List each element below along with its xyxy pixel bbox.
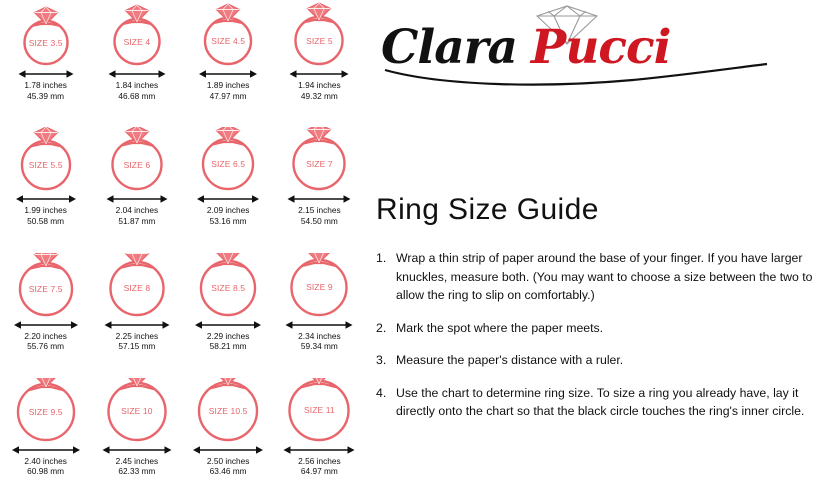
measurement-inches: 2.25 inches: [115, 330, 159, 341]
ring-size-label: SIZE 5.5: [28, 160, 63, 171]
ring-illustration: [282, 253, 356, 317]
ring-size-cell[interactable]: [0, 0, 91, 125]
ring-measurement: [207, 331, 249, 352]
brand-name-second: Pucci: [530, 20, 671, 75]
measurement-mm: 55.76 mm: [27, 341, 65, 351]
step-number: 4.: [376, 385, 387, 400]
measure-arrow-icon: [101, 443, 173, 455]
ring-size-label: SIZE 6.5: [211, 159, 246, 170]
logo-underline: [383, 62, 769, 93]
ring-illustration: [9, 127, 83, 191]
ring-illustration: [9, 378, 83, 442]
ring-illustration: [191, 127, 265, 191]
measure-arrow-icon: [10, 318, 82, 330]
measurement-inches: 1.78 inches: [24, 80, 67, 90]
step-text: Use the chart to determine ring size. To size a ring you already have, lay it directly onto the chart so that the black circle touches the ring's inner circle.: [396, 385, 805, 418]
ring-size-label: SIZE 9: [306, 282, 333, 292]
measurement-mm: 47.97 mm: [209, 90, 247, 101]
step-text: Measure the paper's distance with a ruler.: [396, 353, 624, 367]
measure-arrow-icon: [101, 67, 173, 79]
ring-measurement: [207, 80, 249, 101]
measurement-mm: 45.39 mm: [27, 90, 65, 101]
ring-size-cell[interactable]: [0, 376, 91, 501]
measurement-inches: 2.29 inches: [206, 330, 250, 341]
ring-size-label: SIZE 5: [306, 35, 333, 46]
step-text: Wrap a thin strip of paper around the base of your finger. If you have larger knuckles, measure both. (You may want to choose a size between the two to allow the ring to slip on comfortably.): [396, 251, 813, 302]
ring-measurement: [207, 456, 249, 477]
ring-size-cell[interactable]: [91, 0, 182, 125]
measurement-inches: 1.89 inches: [206, 80, 250, 90]
ring-illustration: [100, 378, 174, 442]
measurement-inches: 2.15 inches: [298, 205, 341, 216]
measure-arrow-icon: [283, 318, 355, 330]
ring-measurement: [24, 205, 66, 226]
measurement-mm: 58.21 mm: [209, 341, 247, 351]
ring-measurement: [24, 80, 66, 101]
ring-size-cell[interactable]: [91, 125, 182, 250]
ring-size-label: SIZE 8.5: [211, 282, 246, 293]
ring-size-cell[interactable]: [183, 376, 274, 501]
ring-size-cell[interactable]: [274, 125, 365, 250]
measurement-mm: 60.98 mm: [27, 466, 65, 477]
ring-measurement: [24, 331, 66, 352]
ring-measurement: [24, 456, 66, 477]
ring-size-label: SIZE 7: [306, 158, 333, 169]
ring-illustration: [191, 378, 265, 442]
measurement-mm: 46.68 mm: [118, 90, 156, 101]
measure-arrow-icon: [10, 67, 82, 79]
measurement-inches: 2.09 inches: [206, 205, 250, 216]
measure-arrow-icon: [283, 67, 355, 79]
ring-measurement: [298, 205, 340, 226]
measurement-inches: 1.84 inches: [115, 80, 159, 90]
measurement-inches: 2.40 inches: [24, 455, 67, 466]
ring-size-label: SIZE 7.5: [28, 283, 63, 294]
ring-size-cell[interactable]: [274, 251, 365, 376]
measure-arrow-icon: [283, 192, 355, 204]
measure-arrow-icon: [192, 318, 264, 330]
instruction-step: [376, 384, 822, 421]
measurement-mm: 64.97 mm: [300, 466, 338, 477]
ring-illustration: [9, 2, 83, 66]
ring-size-label: SIZE 8: [123, 283, 151, 293]
ring-size-cell[interactable]: [0, 251, 91, 376]
step-text: Mark the spot where the paper meets.: [396, 320, 604, 335]
ring-measurement: [116, 331, 158, 352]
measurement-mm: 59.34 mm: [300, 341, 338, 351]
ring-measurement: [116, 456, 158, 477]
ring-illustration: [282, 378, 356, 442]
ring-measurement: [116, 80, 158, 101]
measure-arrow-icon: [10, 443, 82, 455]
measurement-mm: 57.15 mm: [118, 341, 156, 351]
page-title: Ring Size Guide: [376, 193, 599, 226]
instruction-step: [376, 249, 822, 305]
step-number: 2.: [376, 320, 387, 335]
measurement-mm: 62.33 mm: [118, 466, 156, 477]
instruction-step: [376, 319, 822, 338]
measure-arrow-icon: [283, 443, 355, 455]
ring-size-cell[interactable]: [91, 251, 182, 376]
ring-size-label: SIZE 10: [121, 406, 153, 417]
ring-size-label: SIZE 10.5: [208, 405, 248, 416]
ring-illustration: [100, 253, 174, 317]
brand-name-first: Clara: [381, 20, 517, 75]
ring-measurement: [207, 205, 249, 226]
ring-size-label: SIZE 6: [123, 159, 151, 170]
step-number: 3.: [376, 353, 387, 367]
measurement-inches: 2.56 inches: [298, 455, 341, 466]
ring-illustration: [100, 2, 174, 66]
ring-size-cell[interactable]: [183, 0, 274, 125]
ring-size-chart: [0, 0, 365, 501]
ring-illustration: [9, 253, 83, 317]
measurement-mm: 50.58 mm: [27, 215, 65, 226]
measurement-mm: 53.16 mm: [209, 215, 247, 226]
ring-size-cell[interactable]: [0, 125, 91, 250]
ring-illustration: [100, 127, 174, 191]
measurement-inches: 2.04 inches: [115, 205, 159, 216]
measurement-inches: 2.50 inches: [206, 455, 250, 466]
ring-size-cell[interactable]: [274, 0, 365, 125]
measurement-inches: 2.45 inches: [115, 455, 159, 466]
ring-size-label: SIZE 4: [123, 36, 151, 47]
instruction-list: [376, 249, 822, 435]
ring-size-cell[interactable]: [274, 376, 365, 501]
measure-arrow-icon: [192, 192, 264, 204]
measurement-mm: 54.50 mm: [300, 215, 338, 226]
brand-logo: [375, 2, 775, 94]
ring-size-label: SIZE 9.5: [28, 406, 63, 417]
ring-measurement: [298, 80, 340, 101]
ring-measurement: [298, 331, 340, 352]
ring-measurement: [116, 205, 158, 226]
ring-illustration: [191, 253, 265, 317]
measurement-inches: 2.20 inches: [24, 330, 67, 341]
ring-size-cell[interactable]: [183, 125, 274, 250]
measurement-inches: 2.34 inches: [298, 330, 341, 341]
measurement-inches: 1.99 inches: [24, 205, 67, 216]
ring-size-label: SIZE 4.5: [211, 36, 246, 46]
guide-panel: [365, 0, 839, 501]
ring-size-label: SIZE 11: [303, 405, 335, 416]
ring-measurement: [298, 456, 340, 477]
ring-size-label: SIZE 3.5: [28, 37, 63, 48]
measurement-mm: 63.46 mm: [209, 466, 247, 477]
measure-arrow-icon: [101, 318, 173, 330]
ring-illustration: [191, 2, 265, 66]
instruction-step: [376, 351, 822, 370]
measure-arrow-icon: [101, 192, 173, 204]
measure-arrow-icon: [10, 192, 82, 204]
measurement-mm: 49.32 mm: [300, 90, 338, 101]
ring-size-cell[interactable]: [91, 376, 182, 501]
measurement-mm: 51.87 mm: [118, 215, 156, 226]
ring-illustration: [282, 127, 356, 191]
measurement-inches: 1.94 inches: [298, 80, 341, 90]
measure-arrow-icon: [192, 67, 264, 79]
ring-size-cell[interactable]: [183, 251, 274, 376]
step-number: 1.: [376, 251, 387, 265]
measure-arrow-icon: [192, 443, 264, 455]
ring-illustration: [282, 2, 356, 66]
